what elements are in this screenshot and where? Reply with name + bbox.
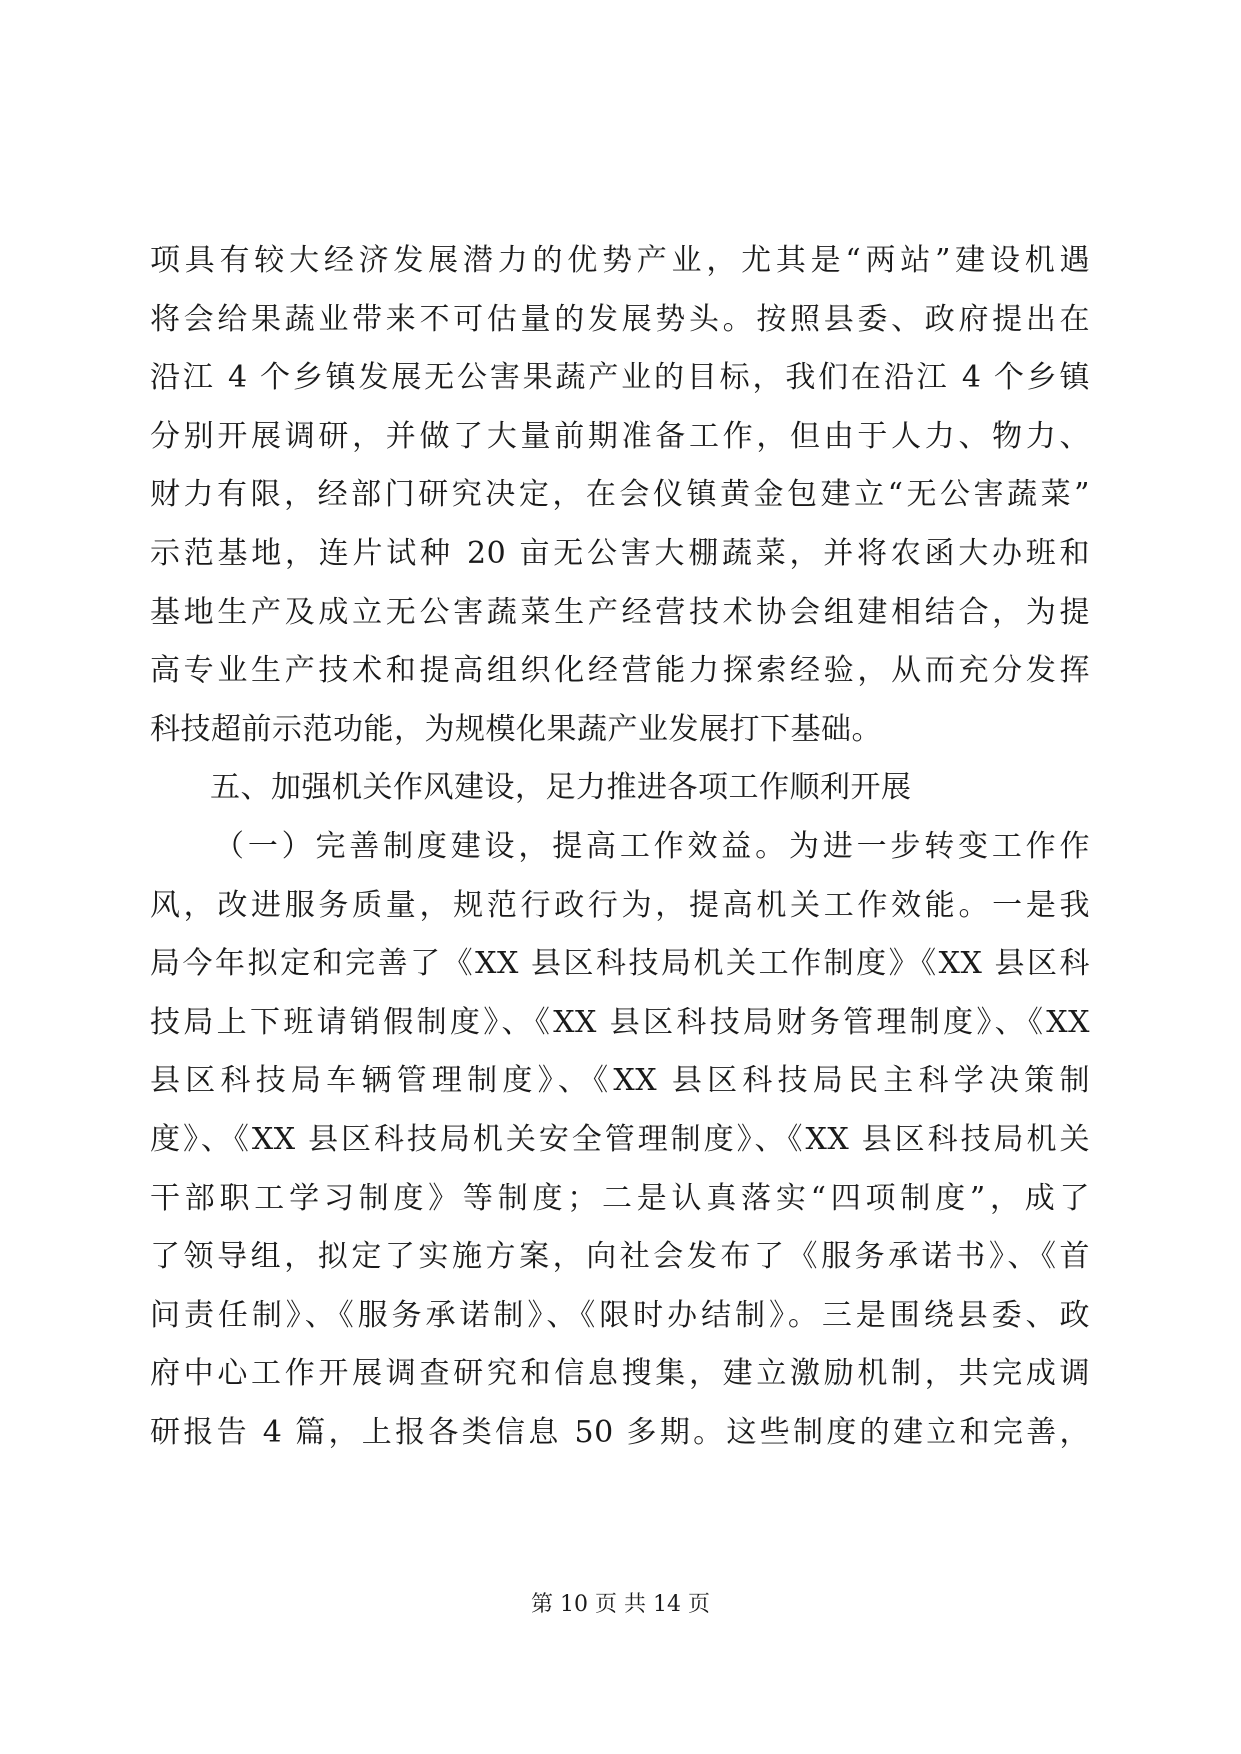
paragraph-line: 沿江 4 个乡镇发展无公害果蔬产业的目标，我们在沿江 4 个乡镇 — [150, 360, 1090, 396]
paragraph-line: 度》、《XX 县区科技局机关安全管理制度》、《XX 县区科技局机关 — [150, 1121, 1090, 1157]
paragraph-line: 研报告 4 篇，上报各类信息 50 多期。这些制度的建立和完善， — [150, 1414, 1090, 1450]
paragraph-line: 问责任制》、《服务承诺制》、《限时办结制》。三是围绕县委、政 — [150, 1297, 1090, 1333]
paragraph-line: 项具有较大经济发展潜力的优势产业，尤其是“两站”建设机遇 — [150, 243, 1090, 278]
paragraph-line: 风，改进服务质量，规范行政行为，提高机关工作效能。一是我 — [150, 887, 1090, 923]
paragraph-line: 干部职工学习制度》等制度；二是认真落实“四项制度”，成了 — [150, 1180, 1090, 1216]
paragraph-line: 财力有限，经部门研究决定，在会仪镇黄金包建立“无公害蔬菜” — [150, 477, 1090, 513]
paragraph-line: 基地生产及成立无公害蔬菜生产经营技术协会组建相结合，为提 — [150, 594, 1090, 630]
paragraph-line: 科技超前示范功能，为规模化果蔬产业发展打下基础。 — [150, 711, 882, 747]
paragraph-line: 分别开展调研，并做了大量前期准备工作，但由于人力、物力、 — [150, 418, 1090, 454]
document-body — [150, 232, 1090, 1462]
paragraph-line: 县区科技局车辆管理制度》、《XX 县区科技局民主科学决策制 — [150, 1063, 1090, 1099]
paragraph-line: 将会给果蔬业带来不可估量的发展势头。按照县委、政府提出在 — [150, 301, 1090, 337]
paragraph-line: 了领导组，拟定了实施方案，向社会发布了《服务承诺书》、《首 — [150, 1239, 1090, 1275]
paragraph-line: 局今年拟定和完善了《XX 县区科技局机关工作制度》《XX 县区科 — [150, 946, 1090, 982]
page-number-footer: 第 10 页 共 14 页 — [531, 1592, 710, 1617]
paragraph-line: 示范基地，连片试种 20 亩无公害大棚蔬菜，并将农函大办班和 — [150, 535, 1090, 571]
paragraph-line: 高专业生产技术和提高组织化经营能力探索经验，从而充分发挥 — [150, 653, 1090, 689]
paragraph-line: （一）完善制度建设，提高工作效益。为进一步转变工作作 — [214, 828, 1090, 864]
paragraph-line: 府中心工作开展调查研究和信息搜集，建立激励机制，共完成调 — [150, 1356, 1090, 1392]
paragraph-line: 技局上下班请销假制度》、《XX 县区科技局财务管理制度》、《XX — [150, 1004, 1090, 1040]
section-heading: 五、加强机关作风建设，足力推进各项工作顺利开展 — [210, 770, 912, 806]
